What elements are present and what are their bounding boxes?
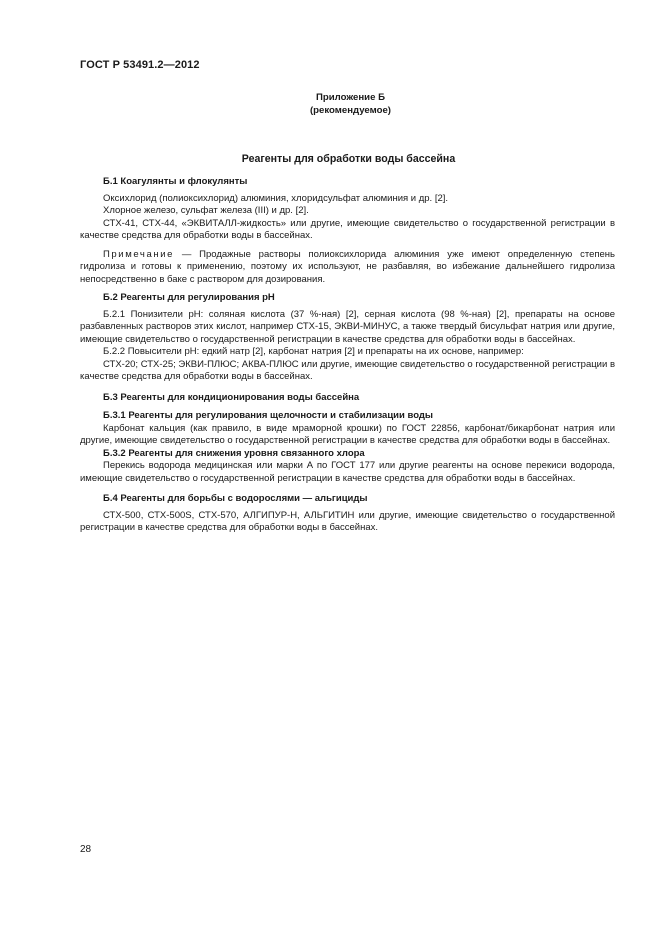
appendix-title: Приложение Б: [316, 92, 385, 103]
section-b1-note: [80, 249, 615, 287]
section-b2-heading: Б.2 Реагенты для регулирования рН: [103, 292, 275, 303]
section-b4-paragraph-1: СТХ-500, СТХ-500S, СТХ-570, АЛГИПУР-Н, АЛЬГИТИН или другие, имеющие свидетельство о государственной регистрации в качестве средства для обработки воды в бассейнах.: [80, 509, 615, 533]
section-b3-1-heading: Б.3.1 Реагенты для регулирования щелочности и стабилизации воды: [103, 410, 434, 421]
section-b3-heading: Б.3 Реагенты для кондиционирования воды бассейна: [103, 391, 360, 403]
section-b1-paragraph-2: Хлорное железо, сульфат железа (III) и др. [2].: [103, 205, 309, 216]
section-b1-paragraph-1: Оксихлорид (полиоксихлорид) алюминия, хлоридсульфат алюминия и др. [2].: [103, 192, 449, 204]
section-b4-heading: Б.4 Реагенты для борьбы с водорослями — альгициды: [103, 493, 368, 504]
section-b2-paragraph-1: Б.2.1 Понизители рН: соляная кислота (37 %-ная) [2], серная кислота (98 %-ная) [2], препараты на основе разбавленных растворов этих кислот, например СТХ-15, ЭКВИ-МИНУС, а также твердый бисульфат натрия или другие, имеющие свидетельство о государственной регистрации в качестве средства для обработки воды в бассейнах.: [80, 308, 615, 345]
section-b2-paragraph-3: СТХ-20; СТХ-25; ЭКВИ-ПЛЮС; АКВА-ПЛЮС или другие, имеющие свидетельство о государственной регистрации в качестве средства для обработки воды в бассейнах.: [80, 358, 615, 382]
section-b3-1-text: Карбонат кальция (как правило, в виде мраморной крошки) по ГОСТ 22856, карбонат/бикарбонат натрия или другие, имеющие свидетельство о государственной регистрации в качестве средства для обработки воды в бассейнах.: [80, 422, 615, 446]
appendix-status: (рекомендуемое): [309, 105, 391, 116]
section-b1-paragraph-3: СТХ-41, СТХ-44, «ЭКВИТАЛЛ-жидкость» или другие, имеющие свидетельство о государственной регистрации в качестве средства для обработки воды в бассейнах.: [80, 217, 615, 241]
section-b2-paragraph-2: Б.2.2 Повысители рН: едкий натр [2], карбонат натрия [2] и препараты на их основе, например:: [103, 346, 524, 357]
document-body: [80, 176, 615, 535]
section-b3-2-heading: Б.3.2 Реагенты для снижения уровня связанного хлора: [103, 447, 365, 459]
section-b1-heading: Б.1 Коагулянты и флокулянты: [103, 176, 248, 187]
note-label: Примечание: [103, 248, 174, 260]
section-b3-2-text: Перекись водорода медицинская или марки А по ГОСТ 177 или другие реагенты на основе перекиси водорода, имеющие свидетельство о государственной регистрации в качестве средства для обработки воды в бассейнах.: [80, 460, 615, 484]
page-number: 28: [80, 844, 92, 855]
main-title: Реагенты для обработки воды бассейна: [241, 153, 456, 165]
note-text: — Продажные растворы полиоксихлорида алюминия уже имеют определенную степень гидролиза и готовы к применению, поэтому их используют, не разбавляя, во избежание дальнейшего гидролиза непосредственно в баке с раствором для дозирования.: [80, 248, 615, 285]
document-code: ГОСТ Р 53491.2—2012: [80, 59, 200, 71]
